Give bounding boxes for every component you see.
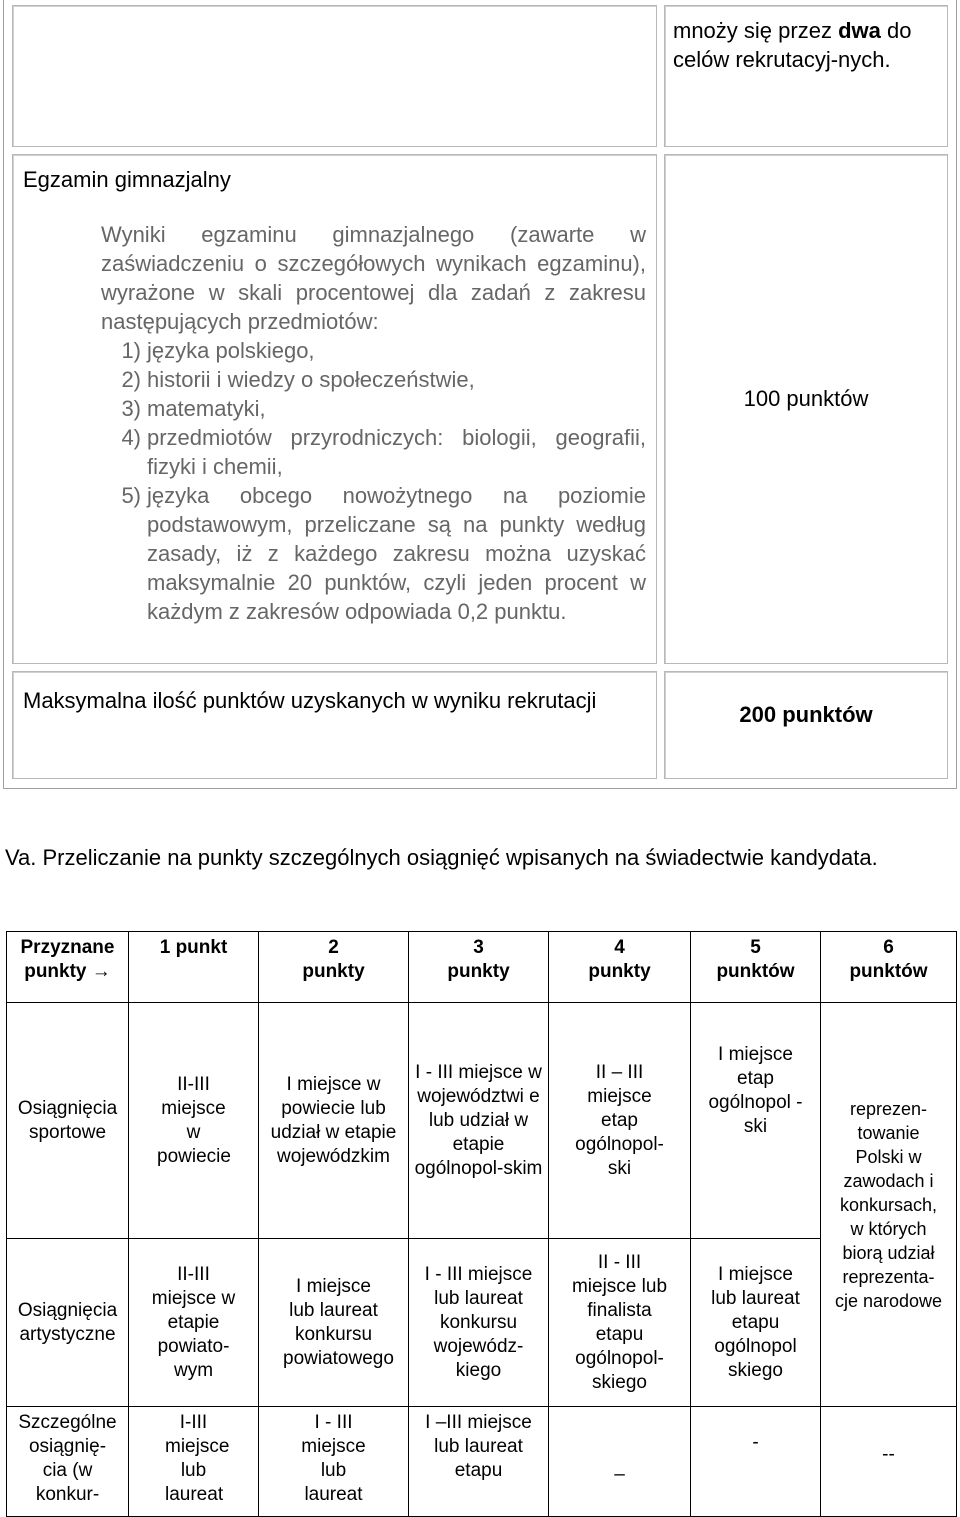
top-table-row1-right-cell xyxy=(664,5,948,147)
table-cell: – xyxy=(549,1407,691,1517)
max-points-label: Maksymalna ilość punktów uzyskanych w wyniku rekrutacji xyxy=(23,688,597,713)
exam-points: 100 punktów xyxy=(743,386,869,411)
table-cell: I - III miejsce lub laureat xyxy=(259,1407,409,1517)
table-cell: - xyxy=(691,1407,821,1517)
header-cell: 1 punkt xyxy=(129,932,259,1003)
table-cell: I miejsce lub laureat konkursu powiatowego xyxy=(259,1239,409,1407)
table-cell: II-III miejsce w powiecie xyxy=(129,1003,259,1239)
table-cell: -- xyxy=(821,1407,957,1517)
row-label: Osiągnięcia sportowe xyxy=(7,1003,129,1239)
exam-item: 1) języka polskiego, xyxy=(121,338,315,363)
exam-points-cell xyxy=(664,154,948,664)
row-label: Szczególne osiągnię-cia (w konkur- xyxy=(7,1407,129,1517)
header-cell: 2 punkty xyxy=(259,932,409,1003)
top-table-row1-left-cell xyxy=(12,5,657,147)
header-cell: Przyznane punkty → xyxy=(7,932,129,1003)
exam-rules xyxy=(101,220,646,626)
table-cell: I - III miejsce lub laureat konkursu wojewódz-kiego xyxy=(409,1239,549,1407)
table-cell: II - III miejsce lub finalista etapu ogólnopol-skiego xyxy=(549,1239,691,1407)
row-label: Osiągnięcia artystyczne xyxy=(7,1239,129,1407)
exam-item: 5) języka obcego nowożytnego na poziomie podstawowym, przeliczane są na punkty według zasady, iż z każdego zakresu można uzyskać maksymalnie 20 punktów, czyli jeden procent w każdym z zakresów odpowiada 0,2 punktu. xyxy=(121,483,646,624)
header-cell: 3 punkty xyxy=(409,932,549,1003)
header-cell: 5 punktów xyxy=(691,932,821,1003)
multiplier-note: mnoży się przez dwa do celów rekrutacyj-nych. xyxy=(673,18,912,72)
table-row xyxy=(7,1239,957,1407)
table-cell: I-III miejsce lub laureat xyxy=(129,1407,259,1517)
table-cell: I –III miejsce lub laureat etapu xyxy=(409,1407,549,1517)
header-cell: 4 punkty xyxy=(549,932,691,1003)
exam-item: 3) matematyki, xyxy=(121,396,266,421)
header-cell: 6 punktów xyxy=(821,932,957,1003)
table-row xyxy=(7,1003,957,1239)
max-points-value-cell xyxy=(664,671,948,779)
table-cell: I - III miejsce w województwi e lub udział w etapie ogólnopol-skim xyxy=(409,1003,549,1239)
table-cell: I miejsce lub laureat etapu ogólnopol skiego xyxy=(691,1239,821,1407)
table-cell: II – III miejsce etap ogólnopol-ski xyxy=(549,1003,691,1239)
six-points-cell: reprezen-towanie Polski w zawodach i konkursach, w których biorą udział reprezenta-cje narodowe xyxy=(821,1003,957,1407)
exam-item: 2) historii i wiedzy o społeczeństwie, xyxy=(121,367,475,392)
table-cell: I miejsce w powiecie lub udział w etapie wojewódzkim xyxy=(259,1003,409,1239)
max-points-label-cell xyxy=(12,671,657,779)
achievements-table xyxy=(6,931,957,1517)
section-heading: Va. Przeliczanie na punkty szczególnych osiągnięć wpisanych na świadectwie kandydata. xyxy=(5,845,878,870)
exam-item: 4) przedmiotów przyrodniczych: biologii, geografii, fizyki i chemii, xyxy=(121,425,646,479)
exam-title: Egzamin gimnazjalny xyxy=(23,167,231,192)
table-cell: II-III miejsce w etapie powiato-wym xyxy=(129,1239,259,1407)
exam-description-cell xyxy=(12,154,657,664)
table-header-row xyxy=(7,932,957,1003)
max-points-value: 200 punktów xyxy=(739,702,873,727)
exam-intro: Wyniki egzaminu gimnazjalnego (zawarte w zaświadczeniu o szczegółowych wynikach egzaminu), wyrażone w skali procentowej dla zadań z zakresu następujących przedmiotów: xyxy=(101,222,646,334)
table-row xyxy=(7,1407,957,1517)
table-cell: I miejsce etap ogólnopol -ski xyxy=(691,1003,821,1239)
